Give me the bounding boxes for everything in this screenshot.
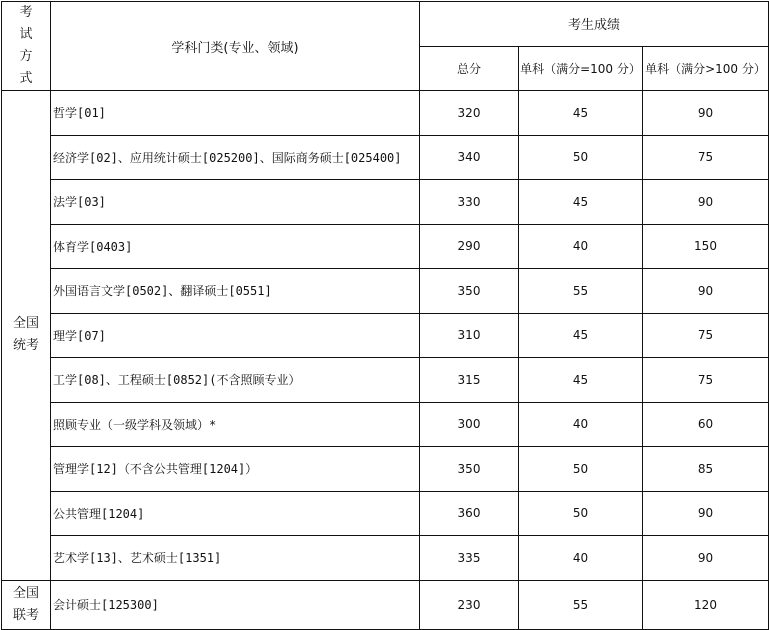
subject-cell: 理学[07] (51, 313, 420, 358)
total-score-cell: 230 (420, 580, 519, 629)
subject-cell: 公共管理[1204] (51, 491, 420, 536)
subject-cell: 体育学[0403] (51, 224, 420, 269)
single-100-score-cell: 40 (519, 224, 643, 269)
table-row (2, 224, 769, 269)
table-row (2, 135, 769, 180)
single-over-100-score-cell: 75 (643, 135, 769, 180)
total-score-cell: 335 (420, 536, 519, 581)
single-over-100-score-cell: 75 (643, 313, 769, 358)
subject-cell: 照顾专业（一级学科及领域）* (51, 402, 420, 447)
total-score-cell: 320 (420, 91, 519, 136)
table-row (2, 402, 769, 447)
total-score-cell: 300 (420, 402, 519, 447)
table-row (2, 269, 769, 314)
table-row (2, 447, 769, 492)
single-over-100-score-cell: 150 (643, 224, 769, 269)
header-single-100: 单科（满分=100 分） (519, 46, 643, 91)
total-score-cell: 310 (420, 313, 519, 358)
total-score-cell: 350 (420, 447, 519, 492)
exam-method-cell: 全国统考 (2, 91, 51, 581)
subject-cell: 外国语言文学[0502]、翻译硕士[0551] (51, 269, 420, 314)
single-100-score-cell: 50 (519, 135, 643, 180)
subject-cell: 法学[03] (51, 180, 420, 225)
subject-cell: 会计硕士[125300] (51, 580, 420, 629)
table-row (2, 180, 769, 225)
single-100-score-cell: 45 (519, 91, 643, 136)
subject-cell: 工学[08]、工程硕士[0852](不含照顾专业） (51, 358, 420, 403)
single-over-100-score-cell: 75 (643, 358, 769, 403)
total-score-cell: 340 (420, 135, 519, 180)
table-row (2, 491, 769, 536)
total-score-cell: 330 (420, 180, 519, 225)
header-scores: 考生成绩 (420, 2, 769, 47)
subject-cell: 管理学[12]（不含公共管理[1204]） (51, 447, 420, 492)
single-over-100-score-cell: 90 (643, 491, 769, 536)
exam-method-cell: 全国联考 (2, 580, 51, 629)
header-row (2, 2, 769, 47)
single-100-score-cell: 45 (519, 180, 643, 225)
single-100-score-cell: 55 (519, 580, 643, 629)
table-row (2, 313, 769, 358)
single-over-100-score-cell: 60 (643, 402, 769, 447)
single-over-100-score-cell: 90 (643, 180, 769, 225)
single-100-score-cell: 45 (519, 313, 643, 358)
single-100-score-cell: 50 (519, 447, 643, 492)
subject-cell: 艺术学[13]、艺术硕士[1351] (51, 536, 420, 581)
single-over-100-score-cell: 90 (643, 536, 769, 581)
single-over-100-score-cell: 85 (643, 447, 769, 492)
single-100-score-cell: 55 (519, 269, 643, 314)
single-over-100-score-cell: 90 (643, 269, 769, 314)
table-row (2, 580, 769, 629)
total-score-cell: 290 (420, 224, 519, 269)
header-method: 考试方式 (2, 2, 51, 91)
single-100-score-cell: 45 (519, 358, 643, 403)
single-100-score-cell: 40 (519, 402, 643, 447)
single-100-score-cell: 50 (519, 491, 643, 536)
total-score-cell: 315 (420, 358, 519, 403)
total-score-cell: 360 (420, 491, 519, 536)
score-table (1, 1, 769, 630)
header-total: 总分 (420, 46, 519, 91)
table-row (2, 91, 769, 136)
single-over-100-score-cell: 90 (643, 91, 769, 136)
subject-cell: 哲学[01] (51, 91, 420, 136)
subject-cell: 经济学[02]、应用统计硕士[025200]、国际商务硕士[025400] (51, 135, 420, 180)
header-subject: 学科门类(专业、领域) (51, 2, 420, 91)
table-row (2, 536, 769, 581)
total-score-cell: 350 (420, 269, 519, 314)
single-100-score-cell: 40 (519, 536, 643, 581)
table-row (2, 358, 769, 403)
single-over-100-score-cell: 120 (643, 580, 769, 629)
header-single-over-100: 单科（满分>100 分） (643, 46, 769, 91)
